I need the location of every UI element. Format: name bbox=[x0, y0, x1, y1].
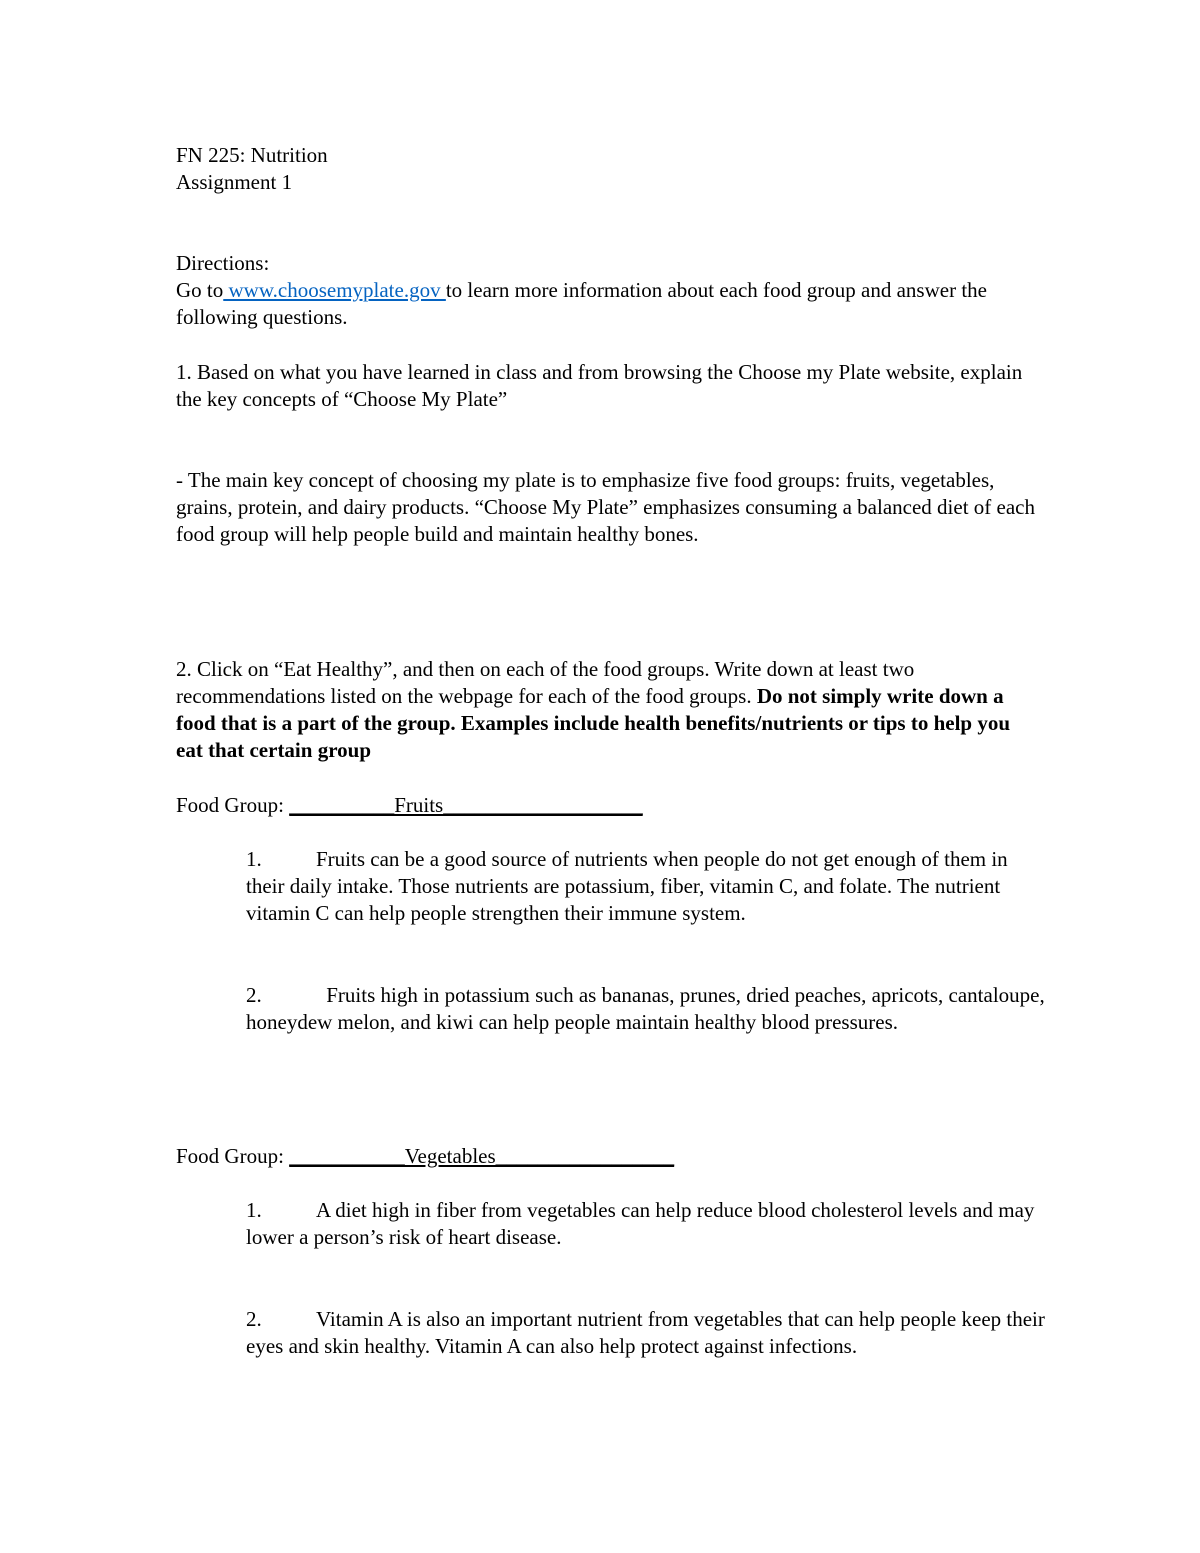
assignment-title: Assignment 1 bbox=[176, 170, 293, 194]
course-title: FN 225: Nutrition bbox=[176, 143, 328, 167]
question-2-text: 2. Click on “Eat Healthy”, and then on each of the food groups. Write down at least two recommendations listed on the webpage for each of the food groups. bbox=[176, 657, 915, 708]
list-item-text: Fruits can be a good source of nutrients when people do not get enough of them in their daily intake. Those nutrients are potassium, fiber, vitamin C, and folate. The nutrient vitamin C can help people strengthen their immune system. bbox=[246, 847, 1008, 925]
fruits-item-1 bbox=[246, 846, 1046, 927]
list-item-text: Vitamin A is also an important nutrient from vegetables that can help people keep their eyes and skin healthy. Vitamin A can also help protect against infections. bbox=[246, 1307, 1045, 1358]
vegetables-item-1 bbox=[246, 1197, 1046, 1251]
list-number: 1. bbox=[246, 1198, 262, 1222]
choosemyplate-link[interactable]: www.choosemyplate.gov bbox=[223, 278, 446, 302]
list-item-text: A diet high in fiber from vegetables can help reduce blood cholesterol levels and may lower a person’s risk of heart disease. bbox=[246, 1198, 1035, 1249]
directions-label: Directions: bbox=[176, 251, 270, 275]
food-group-value: __________Fruits___________________ bbox=[289, 793, 643, 817]
list-item-text: Fruits high in potassium such as bananas, prunes, dried peaches, apricots, cantaloupe, honeydew melon, and kiwi can help people maintain healthy blood pressures. bbox=[246, 983, 1045, 1034]
food-group-label: Food Group: bbox=[176, 1144, 290, 1168]
food-group-label: Food Group: bbox=[176, 793, 290, 817]
question-2 bbox=[176, 656, 1036, 764]
list-number: 2. bbox=[246, 983, 262, 1007]
food-group-value: ___________Vegetables_________________ bbox=[289, 1144, 675, 1168]
directions-prefix: Go to bbox=[176, 278, 224, 302]
vegetables-item-2 bbox=[246, 1306, 1046, 1360]
question-2-bold-instruction: Do not simply write down a food that is a part of the group. Examples include health benefits/nutrients or tips to help you eat that certain group bbox=[176, 684, 1011, 762]
list-number: 1. bbox=[246, 847, 262, 871]
food-group-fruits bbox=[176, 792, 1036, 819]
directions-suffix: to learn more information about each food group and answer the following questions. bbox=[176, 278, 987, 329]
food-group-vegetables bbox=[176, 1143, 1036, 1170]
list-number: 2. bbox=[246, 1307, 262, 1331]
question-1: 1. Based on what you have learned in class and from browsing the Choose my Plate website, explain the key concepts of “Choose My Plate” bbox=[176, 360, 1023, 411]
directions-text bbox=[176, 277, 1036, 331]
answer-1: - The main key concept of choosing my plate is to emphasize five food groups: fruits, vegetables, grains, protein, and dairy products. “Choose My Plate” emphasizes consuming a balanced diet of each food group will help people build and maintain healthy bones. bbox=[176, 468, 1035, 546]
fruits-item-2 bbox=[246, 982, 1046, 1036]
